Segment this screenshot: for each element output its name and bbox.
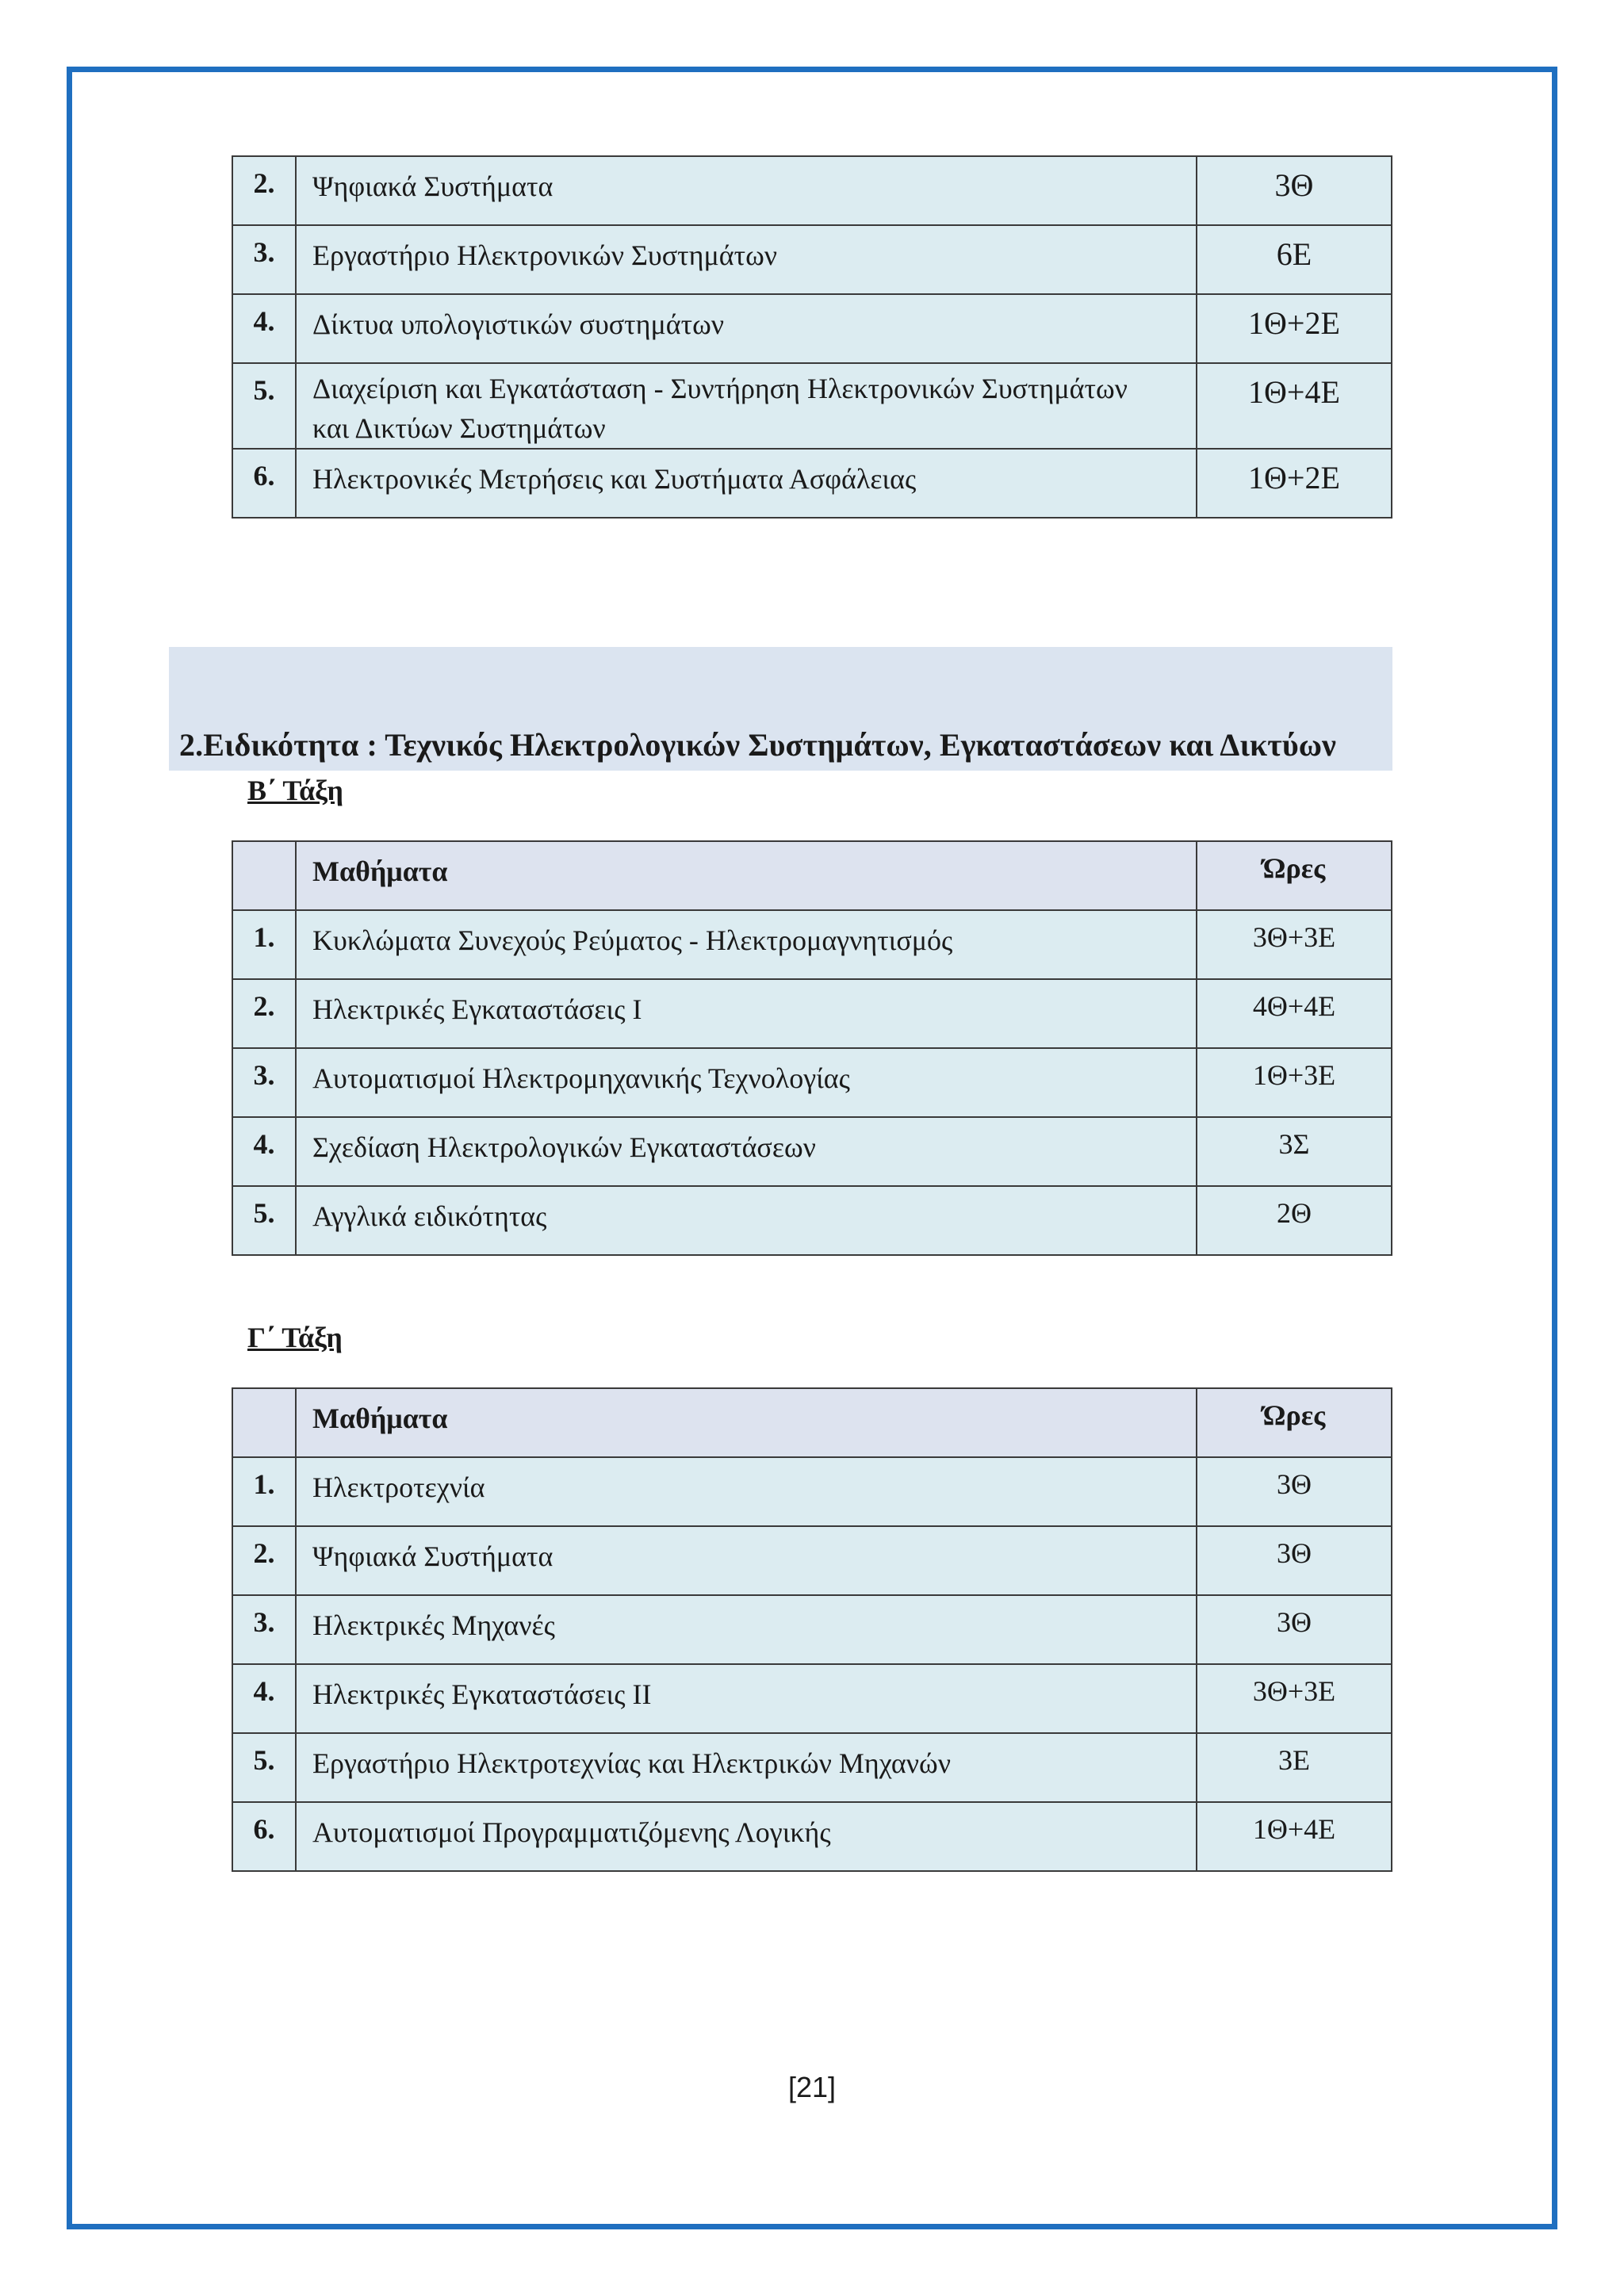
course-name: Εργαστήριο Ηλεκτρονικών Συστημάτων — [296, 225, 1197, 294]
row-number: 2. — [232, 156, 296, 225]
table-row — [232, 1802, 1392, 1871]
course-name: Σχεδίαση Ηλεκτρολογικών Εγκαταστάσεων — [296, 1117, 1197, 1186]
table-row — [232, 1526, 1392, 1595]
specialty-title: 2.Ειδικότητα : Τεχνικός Ηλεκτρολογικών Συστημάτων, Εγκαταστάσεων και Δικτύων — [179, 727, 1337, 763]
course-hours: 3Ε — [1197, 1733, 1392, 1802]
row-number: 6. — [232, 449, 296, 518]
header-number — [232, 841, 296, 910]
course-name: Ψηφιακά Συστήματα — [296, 1526, 1197, 1595]
course-name: Ψηφιακά Συστήματα — [296, 156, 1197, 225]
row-number: 1. — [232, 1457, 296, 1526]
course-hours: 1Θ+3Ε — [1197, 1048, 1392, 1117]
table-row — [232, 1048, 1392, 1117]
row-number: 5. — [232, 363, 296, 449]
course-hours: 3Θ — [1197, 1595, 1392, 1664]
header-courses: Μαθήματα — [296, 841, 1197, 910]
course-hours: 1Θ+2Ε — [1197, 294, 1392, 363]
table-row — [232, 910, 1392, 979]
row-number: 1. — [232, 910, 296, 979]
row-number: 4. — [232, 1117, 296, 1186]
class-b-table — [232, 840, 1392, 1256]
course-hours: 3Θ — [1197, 1457, 1392, 1526]
row-number: 2. — [232, 1526, 296, 1595]
course-name: Ηλεκτρικές Εγκαταστάσεις ΙΙ — [296, 1664, 1197, 1733]
table-row — [232, 1186, 1392, 1255]
course-name: Δίκτυα υπολογιστικών συστημάτων — [296, 294, 1197, 363]
course-name: Εργαστήριο Ηλεκτροτεχνίας και Ηλεκτρικών Μηχανών — [296, 1733, 1197, 1802]
header-number — [232, 1388, 296, 1457]
row-number: 4. — [232, 1664, 296, 1733]
table-header-row — [232, 1388, 1392, 1457]
page-number: [21] — [787, 2071, 837, 2103]
course-hours: 3Θ — [1197, 1526, 1392, 1595]
table-row — [232, 294, 1392, 363]
table-row — [232, 1733, 1392, 1802]
table-row — [232, 1664, 1392, 1733]
table-row — [232, 156, 1392, 225]
table-row — [232, 225, 1392, 294]
course-hours: 1Θ+4Ε — [1197, 1802, 1392, 1871]
course-name — [296, 363, 1197, 449]
course-hours: 6Ε — [1197, 225, 1392, 294]
class-b-label: Β΄ Τάξη — [247, 775, 343, 806]
class-c-label: Γ΄ Τάξη — [247, 1322, 343, 1353]
row-number: 3. — [232, 1595, 296, 1664]
course-hours: 2Θ — [1197, 1186, 1392, 1255]
header-hours: Ώρες — [1197, 841, 1392, 910]
row-number: 6. — [232, 1802, 296, 1871]
table-header-row — [232, 841, 1392, 910]
course-hours: 3Θ — [1197, 156, 1392, 225]
row-number: 3. — [232, 225, 296, 294]
course-hours: 3Σ — [1197, 1117, 1392, 1186]
course-name-line: και Δικτύων Συστημάτων — [312, 412, 606, 444]
course-name: Αγγλικά ειδικότητας — [296, 1186, 1197, 1255]
row-number: 5. — [232, 1186, 296, 1255]
course-hours: 4Θ+4Ε — [1197, 979, 1392, 1048]
row-number: 5. — [232, 1733, 296, 1802]
header-hours: Ώρες — [1197, 1388, 1392, 1457]
table-row — [232, 363, 1392, 449]
table-row — [232, 449, 1392, 518]
course-hours: 1Θ+4Ε — [1197, 363, 1392, 449]
course-name: Κυκλώματα Συνεχούς Ρεύματος - Ηλεκτρομαγνητισμός — [296, 910, 1197, 979]
course-hours: 1Θ+2Ε — [1197, 449, 1392, 518]
table-row — [232, 1595, 1392, 1664]
curriculum-table-continued — [232, 155, 1392, 519]
course-name: Ηλεκτρικές Εγκαταστάσεις Ι — [296, 979, 1197, 1048]
course-hours: 3Θ+3Ε — [1197, 910, 1392, 979]
course-name: Ηλεκτροτεχνία — [296, 1457, 1197, 1526]
row-number: 3. — [232, 1048, 296, 1117]
class-c-table — [232, 1387, 1392, 1872]
row-number: 2. — [232, 979, 296, 1048]
course-hours: 3Θ+3Ε — [1197, 1664, 1392, 1733]
table-row — [232, 1117, 1392, 1186]
course-name: Ηλεκτρικές Μηχανές — [296, 1595, 1197, 1664]
header-courses: Μαθήματα — [296, 1388, 1197, 1457]
course-name: Ηλεκτρονικές Μετρήσεις και Συστήματα Ασφάλειας — [296, 449, 1197, 518]
course-name-line: Διαχείριση και Εγκατάσταση - Συντήρηση Ηλεκτρονικών Συστημάτων — [312, 373, 1128, 404]
course-name: Αυτοματισμοί Ηλεκτρομηχανικής Τεχνολογίας — [296, 1048, 1197, 1117]
table-row — [232, 979, 1392, 1048]
table-row — [232, 1457, 1392, 1526]
row-number: 4. — [232, 294, 296, 363]
course-name: Αυτοματισμοί Προγραμματιζόμενης Λογικής — [296, 1802, 1197, 1871]
